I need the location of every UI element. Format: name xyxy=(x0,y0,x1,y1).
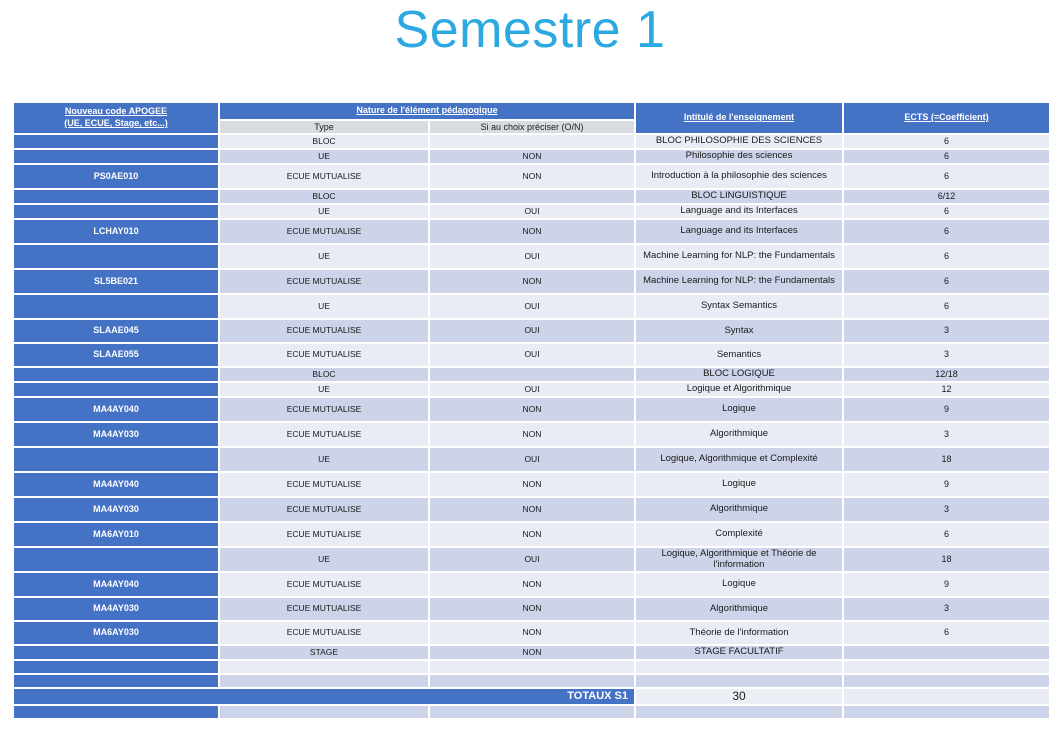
type-cell: ECUE MUTUALISE xyxy=(220,473,428,496)
table-row xyxy=(14,448,1049,471)
ects-cell: 18 xyxy=(844,448,1049,471)
header-nature-group: Nature de l'élément pédagogique xyxy=(220,103,634,119)
header-choix: Si au choix préciser (O/N) xyxy=(430,121,634,133)
choix-cell: NON xyxy=(430,473,634,496)
choix-cell: NON xyxy=(430,573,634,596)
choix-cell: OUI xyxy=(430,383,634,396)
apogee-code-cell: MA4AY030 xyxy=(14,598,218,620)
type-cell: ECUE MUTUALISE xyxy=(220,270,428,293)
type-cell: ECUE MUTUALISE xyxy=(220,220,428,243)
table-row xyxy=(14,368,1049,381)
choix-cell: NON xyxy=(430,523,634,546)
ects-cell: 3 xyxy=(844,498,1049,521)
table-row xyxy=(14,675,1049,687)
choix-cell: NON xyxy=(430,398,634,421)
intitule-cell: Syntax xyxy=(636,320,842,342)
ects-cell: 6/12 xyxy=(844,190,1049,203)
apogee-code-cell: LCHAY010 xyxy=(14,220,218,243)
type-cell: ECUE MUTUALISE xyxy=(220,398,428,421)
table-row xyxy=(14,165,1049,188)
apogee-code-cell: MA6AY010 xyxy=(14,523,218,546)
table-row xyxy=(14,135,1049,148)
intitule-cell xyxy=(636,675,842,687)
ects-cell: 6 xyxy=(844,622,1049,644)
table-row xyxy=(14,150,1049,163)
apogee-code-cell: MA4AY030 xyxy=(14,498,218,521)
intitule-cell: Algorithmique xyxy=(636,423,842,446)
choix-cell: NON xyxy=(430,423,634,446)
type-cell: UE xyxy=(220,205,428,218)
apogee-code-cell xyxy=(14,661,218,673)
apogee-code-cell xyxy=(14,245,218,268)
apogee-code-cell xyxy=(14,706,218,718)
intitule-cell: BLOC LINGUISTIQUE xyxy=(636,190,842,203)
type-cell: UE xyxy=(220,383,428,396)
table-row xyxy=(14,383,1049,396)
type-cell: UE xyxy=(220,448,428,471)
choix-cell: NON xyxy=(430,598,634,620)
ects-cell xyxy=(844,706,1049,718)
ects-cell: 6 xyxy=(844,135,1049,148)
ects-cell: 6 xyxy=(844,165,1049,188)
choix-cell: OUI xyxy=(430,295,634,318)
type-cell: ECUE MUTUALISE xyxy=(220,344,428,366)
ects-cell: 9 xyxy=(844,398,1049,421)
apogee-code-cell xyxy=(14,205,218,218)
table-row xyxy=(14,622,1049,644)
type-cell xyxy=(220,661,428,673)
choix-cell: OUI xyxy=(430,245,634,268)
intitule-cell: Logique et Algorithmique xyxy=(636,383,842,396)
table-row xyxy=(14,220,1049,243)
ects-cell xyxy=(844,646,1049,659)
type-cell: ECUE MUTUALISE xyxy=(220,622,428,644)
table-row xyxy=(14,295,1049,318)
type-cell: ECUE MUTUALISE xyxy=(220,423,428,446)
apogee-code-cell xyxy=(14,383,218,396)
apogee-code-cell: SLAAE055 xyxy=(14,344,218,366)
choix-cell xyxy=(430,675,634,687)
type-cell: BLOC xyxy=(220,368,428,381)
intitule-cell: BLOC LOGIQUE xyxy=(636,368,842,381)
type-cell: UE xyxy=(220,295,428,318)
choix-cell: NON xyxy=(430,220,634,243)
intitule-cell: STAGE FACULTATIF xyxy=(636,646,842,659)
choix-cell xyxy=(430,706,634,718)
choix-cell: NON xyxy=(430,165,634,188)
apogee-code-cell: MA4AY040 xyxy=(14,398,218,421)
table-row xyxy=(14,205,1049,218)
table-row xyxy=(14,473,1049,496)
ects-cell: 6 xyxy=(844,245,1049,268)
choix-cell: NON xyxy=(430,646,634,659)
apogee-code-cell xyxy=(14,675,218,687)
type-cell: ECUE MUTUALISE xyxy=(220,523,428,546)
type-cell: BLOC xyxy=(220,190,428,203)
intitule-cell: Algorithmique xyxy=(636,598,842,620)
apogee-code-cell xyxy=(14,448,218,471)
header-ects: ECTS (=Coefficient) xyxy=(844,103,1049,133)
table-row xyxy=(14,706,1049,718)
type-cell: STAGE xyxy=(220,646,428,659)
choix-cell: NON xyxy=(430,498,634,521)
intitule-cell: Logique, Algorithmique et Complexité xyxy=(636,448,842,471)
apogee-code-cell: MA6AY030 xyxy=(14,622,218,644)
ects-cell: 3 xyxy=(844,598,1049,620)
intitule-cell: Introduction à la philosophie des sciences xyxy=(636,165,842,188)
intitule-cell: Complexité xyxy=(636,523,842,546)
choix-cell: NON xyxy=(430,270,634,293)
header-code-line2: (UE, ECUE, Stage, etc...) xyxy=(64,118,168,128)
table-row xyxy=(14,598,1049,620)
table-row xyxy=(14,398,1049,421)
intitule-cell: Logique xyxy=(636,398,842,421)
table-body xyxy=(14,135,1049,718)
intitule-cell: Machine Learning for NLP: the Fundamentals xyxy=(636,245,842,268)
intitule-cell: Semantics xyxy=(636,344,842,366)
apogee-code-cell xyxy=(14,135,218,148)
ects-cell: 6 xyxy=(844,220,1049,243)
ects-cell: 9 xyxy=(844,573,1049,596)
type-cell: ECUE MUTUALISE xyxy=(220,498,428,521)
ects-cell: 9 xyxy=(844,473,1049,496)
choix-cell: OUI xyxy=(430,448,634,471)
intitule-cell: Logique xyxy=(636,573,842,596)
page-title: Semestre 1 xyxy=(394,1,666,59)
table-row xyxy=(14,190,1049,203)
header-intitule: Intitulé de l'enseignement xyxy=(636,103,842,133)
totals-value: 30 xyxy=(636,689,842,704)
choix-cell xyxy=(430,368,634,381)
header-type: Type xyxy=(220,121,428,133)
apogee-code-cell xyxy=(14,548,218,571)
choix-cell xyxy=(430,135,634,148)
apogee-code-cell xyxy=(14,295,218,318)
apogee-code-cell xyxy=(14,646,218,659)
intitule-cell: Algorithmique xyxy=(636,498,842,521)
intitule-cell: Language and its Interfaces xyxy=(636,205,842,218)
totals-row xyxy=(14,689,1049,704)
type-cell: UE xyxy=(220,150,428,163)
totals-label: TOTAUX S1 xyxy=(14,689,634,704)
ects-cell xyxy=(844,689,1049,704)
table-row xyxy=(14,423,1049,446)
type-cell: ECUE MUTUALISE xyxy=(220,320,428,342)
table-header xyxy=(14,103,1049,133)
ects-cell: 12 xyxy=(844,383,1049,396)
apogee-code-cell xyxy=(14,368,218,381)
apogee-code-cell: PS0AE010 xyxy=(14,165,218,188)
apogee-code-cell xyxy=(14,190,218,203)
ects-cell: 3 xyxy=(844,344,1049,366)
choix-cell: OUI xyxy=(430,548,634,571)
intitule-cell: Logique xyxy=(636,473,842,496)
ects-cell: 6 xyxy=(844,523,1049,546)
intitule-cell xyxy=(636,661,842,673)
type-cell: BLOC xyxy=(220,135,428,148)
ects-cell: 6 xyxy=(844,205,1049,218)
choix-cell xyxy=(430,190,634,203)
intitule-cell: Théorie de l'information xyxy=(636,622,842,644)
intitule-cell: Language and its Interfaces xyxy=(636,220,842,243)
table-row xyxy=(14,523,1049,546)
apogee-code-cell: SL5BE021 xyxy=(14,270,218,293)
choix-cell: OUI xyxy=(430,344,634,366)
intitule-cell: Philosophie des sciences xyxy=(636,150,842,163)
type-cell: ECUE MUTUALISE xyxy=(220,573,428,596)
apogee-code-cell xyxy=(14,150,218,163)
intitule-cell: BLOC PHILOSOPHIE DES SCIENCES xyxy=(636,135,842,148)
semestre-table xyxy=(14,103,1049,720)
type-cell: ECUE MUTUALISE xyxy=(220,598,428,620)
type-cell: UE xyxy=(220,245,428,268)
ects-cell: 12/18 xyxy=(844,368,1049,381)
ects-cell xyxy=(844,675,1049,687)
intitule-cell: Logique, Algorithmique et Théorie de l'information xyxy=(636,548,842,571)
type-cell: UE xyxy=(220,548,428,571)
intitule-cell xyxy=(636,706,842,718)
ects-cell xyxy=(844,661,1049,673)
apogee-code-cell: MA4AY040 xyxy=(14,473,218,496)
table-row xyxy=(14,498,1049,521)
choix-cell: OUI xyxy=(430,205,634,218)
type-cell: ECUE MUTUALISE xyxy=(220,165,428,188)
apogee-code-cell: MA4AY030 xyxy=(14,423,218,446)
apogee-code-cell: MA4AY040 xyxy=(14,573,218,596)
choix-cell xyxy=(430,661,634,673)
type-cell xyxy=(220,675,428,687)
ects-cell: 6 xyxy=(844,270,1049,293)
table-row xyxy=(14,320,1049,342)
table-row xyxy=(14,270,1049,293)
table-row xyxy=(14,661,1049,673)
table-row xyxy=(14,573,1049,596)
header-code-line1: Nouveau code APOGEE xyxy=(64,106,168,117)
ects-cell: 6 xyxy=(844,295,1049,318)
table-row xyxy=(14,245,1049,268)
ects-cell: 3 xyxy=(844,423,1049,446)
intitule-cell: Syntax Semantics xyxy=(636,295,842,318)
ects-cell: 18 xyxy=(844,548,1049,571)
table-row xyxy=(14,344,1049,366)
intitule-cell: Machine Learning for NLP: the Fundamentals xyxy=(636,270,842,293)
ects-cell: 6 xyxy=(844,150,1049,163)
apogee-code-cell: SLAAE045 xyxy=(14,320,218,342)
ects-cell: 3 xyxy=(844,320,1049,342)
choix-cell: NON xyxy=(430,622,634,644)
table-row xyxy=(14,548,1049,571)
type-cell xyxy=(220,706,428,718)
choix-cell: NON xyxy=(430,150,634,163)
header-code xyxy=(14,103,218,133)
table-row xyxy=(14,646,1049,659)
choix-cell: OUI xyxy=(430,320,634,342)
